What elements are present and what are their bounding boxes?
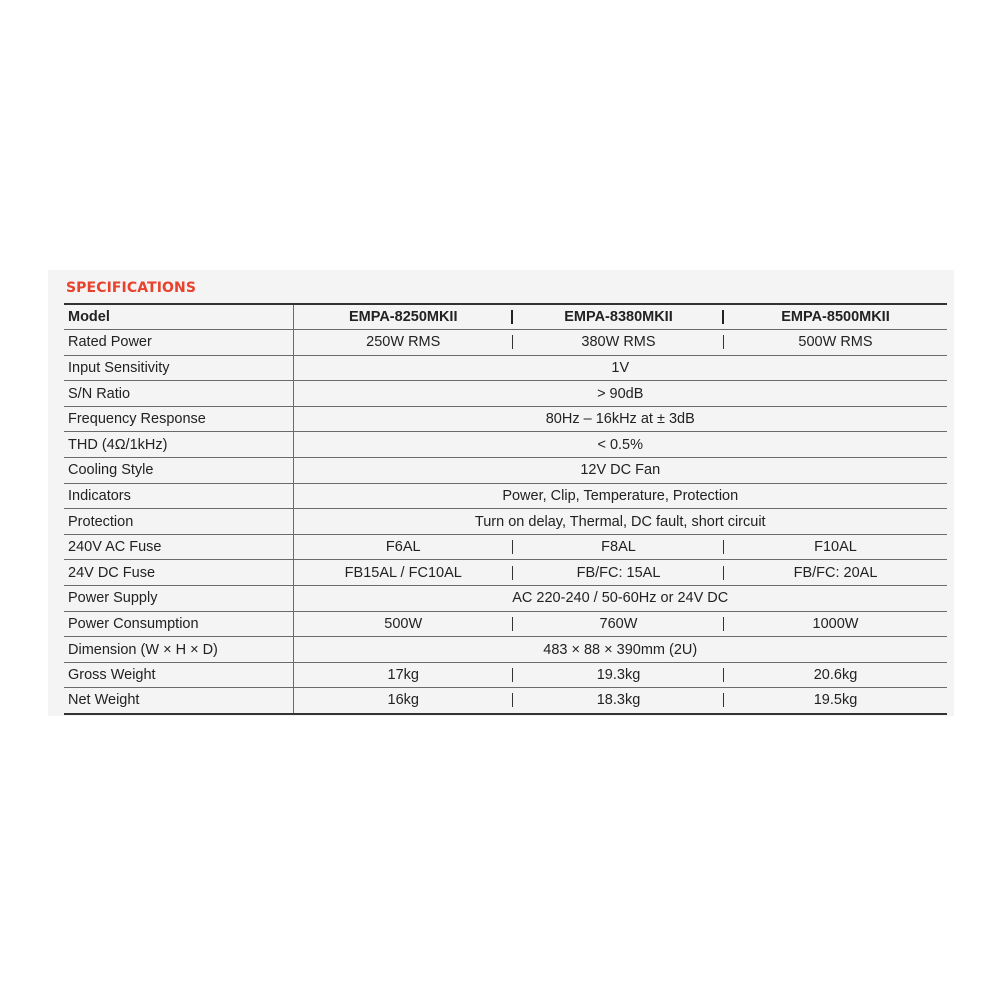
spec-label: 24V DC Fuse: [64, 560, 293, 586]
spec-label: Dimension (W × H × D): [64, 637, 293, 663]
spec-value: AC 220-240 / 50-60Hz or 24V DC: [293, 586, 947, 612]
spec-title: SPECIFICATIONS: [66, 280, 197, 296]
spec-row: [64, 637, 947, 663]
spec-row: [64, 381, 947, 407]
spec-label: Indicators: [64, 483, 293, 509]
spec-label: Power Consumption: [64, 611, 293, 637]
spec-row: [64, 355, 947, 381]
spec-label: S/N Ratio: [64, 381, 293, 407]
spec-label: Protection: [64, 509, 293, 535]
spec-label: Frequency Response: [64, 406, 293, 432]
spec-label: 240V AC Fuse: [64, 534, 293, 560]
header-label: Model: [64, 304, 293, 330]
spec-row: [64, 662, 947, 688]
spec-row: [64, 586, 947, 612]
spec-value: FB15AL / FC10AL: [293, 560, 513, 586]
spec-row: [64, 611, 947, 637]
spec-value: 1V: [293, 355, 947, 381]
spec-value: 760W: [513, 611, 724, 637]
spec-value: 17kg: [293, 662, 513, 688]
spec-row: [64, 458, 947, 484]
spec-value: 483 × 88 × 390mm (2U): [293, 637, 947, 663]
spec-label: Net Weight: [64, 688, 293, 714]
model-name: EMPA-8250MKII: [293, 304, 513, 330]
spec-value: 19.3kg: [513, 662, 724, 688]
spec-label: THD (4Ω/1kHz): [64, 432, 293, 458]
spec-value: 18.3kg: [513, 688, 724, 714]
spec-value: F10AL: [724, 534, 947, 560]
header-row: [64, 304, 947, 330]
spec-value: 20.6kg: [724, 662, 947, 688]
model-name: EMPA-8500MKII: [724, 304, 947, 330]
spec-value: 80Hz – 16kHz at ± 3dB: [293, 406, 947, 432]
spec-value: 19.5kg: [724, 688, 947, 714]
spec-value: 1000W: [724, 611, 947, 637]
spec-row: [64, 406, 947, 432]
spec-value: > 90dB: [293, 381, 947, 407]
spec-value: 380W RMS: [513, 330, 724, 356]
spec-row: [64, 560, 947, 586]
spec-row: [64, 534, 947, 560]
spec-row: [64, 509, 947, 535]
spec-row: [64, 330, 947, 356]
spec-label: Power Supply: [64, 586, 293, 612]
spec-row: [64, 432, 947, 458]
spec-value: 16kg: [293, 688, 513, 714]
spec-table-body: [64, 304, 947, 714]
spec-row: [64, 688, 947, 714]
spec-label: Cooling Style: [64, 458, 293, 484]
spec-value: < 0.5%: [293, 432, 947, 458]
spec-value: 500W: [293, 611, 513, 637]
spec-table: [64, 303, 947, 715]
model-name: EMPA-8380MKII: [513, 304, 724, 330]
spec-value: 500W RMS: [724, 330, 947, 356]
spec-label: Rated Power: [64, 330, 293, 356]
spec-row: [64, 483, 947, 509]
spec-label: Gross Weight: [64, 662, 293, 688]
spec-value: 250W RMS: [293, 330, 513, 356]
spec-value: F8AL: [513, 534, 724, 560]
spec-value: 12V DC Fan: [293, 458, 947, 484]
spec-value: FB/FC: 20AL: [724, 560, 947, 586]
spec-label: Input Sensitivity: [64, 355, 293, 381]
spec-value: FB/FC: 15AL: [513, 560, 724, 586]
spec-value: Turn on delay, Thermal, DC fault, short circuit: [293, 509, 947, 535]
spec-value: F6AL: [293, 534, 513, 560]
spec-value: Power, Clip, Temperature, Protection: [293, 483, 947, 509]
